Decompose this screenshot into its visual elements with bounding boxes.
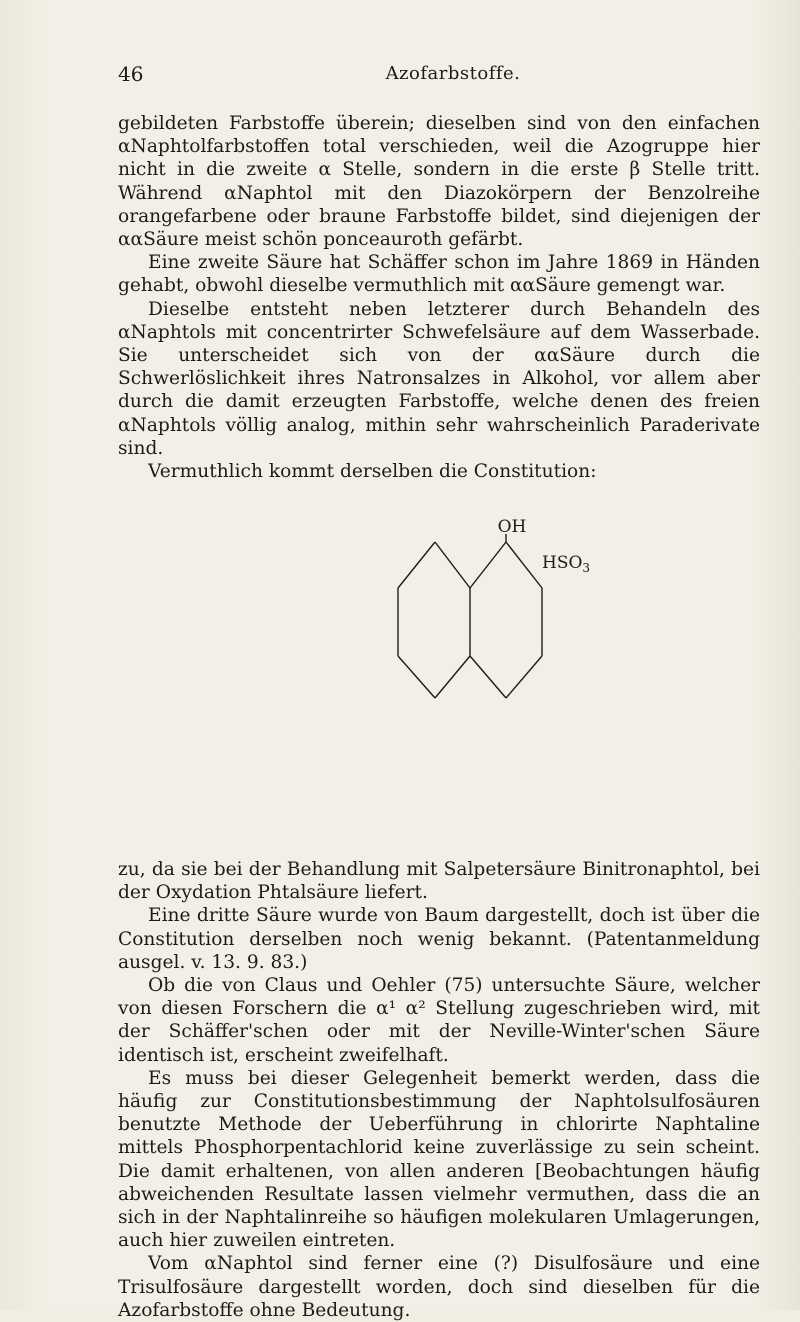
naphthalene-structure-formula xyxy=(330,512,591,852)
paragraph: Vom αNaphtol sind ferner eine (?) Disulfosäure und eine Trisulfosäure dargestellt worden, doch sind dieselben für die Azofarbstoffe ohne Bedeutung. xyxy=(118,1253,760,1321)
hso3-label xyxy=(542,553,590,575)
hso3-label-main: HSO xyxy=(542,553,583,573)
oh-label: OH xyxy=(497,517,527,537)
ring-bonds xyxy=(398,534,542,698)
paragraph: Dieselbe entsteht neben letzterer durch Behandeln des αNaphtols mit concentrirter Schwefelsäure auf dem Wasserbade. Sie unterscheidet sich von der ααSäure durch die Schwerlöslichkeit ihres Natronsalzes in Alkohol, vor allem aber durch die damit erzeugten Farbstoffe, welche denen des freien αNaphtols völlig analog, mithin sehr wahrscheinlich Paraderivate sind. xyxy=(118,298,760,459)
page-number: 46 xyxy=(118,62,144,86)
paragraph: Vermuthlich kommt derselben die Constitution: xyxy=(148,461,597,483)
paragraph: Es muss bei dieser Gelegenheit bemerkt werden, dass die häufig zur Constitutionsbestimmung der Naphtolsulfosäuren benutzte Methode der Ueberführung in chlorirte Naphtaline mittels Phosphorpentachlorid keine zuverlässige zu sein scheint. Die damit erhaltenen, von allen anderen [Beobachtungen häufig abweichenden Resultate lassen vielmehr vermuthen, dass die an sich in der Naphtalinreihe so häufigen molekularen Umlagerungen, auch hier zuweilen eintreten. xyxy=(118,1067,760,1252)
paragraph: Eine zweite Säure hat Schäffer schon im Jahre 1869 in Händen gehabt, obwohl dieselbe vermuthlich mit ααSäure gemengt war. xyxy=(118,252,760,297)
paragraph: Eine dritte Säure wurde von Baum dargestellt, doch ist über die Constitution derselben noch wenig bekannt. (Patentanmeldung ausgel. v. 13. 9. 83.) xyxy=(118,905,760,973)
text-block-bottom xyxy=(118,858,760,1322)
paragraph: Ob die von Claus und Oehler (75) untersuchte Säure, welcher von diesen Forschern die α¹ α² Stellung zugeschrieben wird, mit der Schäffer'schen oder mit der Neville-Winter'schen Säure identisch ist, erscheint zweifelhaft. xyxy=(118,975,760,1066)
running-title: Azofarbstoffe. xyxy=(385,63,521,84)
paragraph: zu, da sie bei der Behandlung mit Salpetersäure Binitronaphtol, bei der Oxydation Phtalsäure liefert. xyxy=(118,859,760,904)
naphthalene-ring-diagram xyxy=(330,512,591,852)
hso3-label-sub: 3 xyxy=(582,561,591,575)
text-block-top xyxy=(118,112,760,483)
paragraph: gebildeten Farbstoffe überein; dieselben sind von den einfachen αNaphtolfarbstoffen total verschieden, weil die Azogruppe hier nicht in die zweite α Stelle, sondern in die erste β Stelle tritt. Während αNaphtol mit den Diazokörpern der Benzolreihe orangefarbene oder braune Farbstoffe bildet, sind diejenigen der ααSäure meist schön ponceauroth gefärbt. xyxy=(118,113,760,251)
page-header xyxy=(118,62,758,92)
